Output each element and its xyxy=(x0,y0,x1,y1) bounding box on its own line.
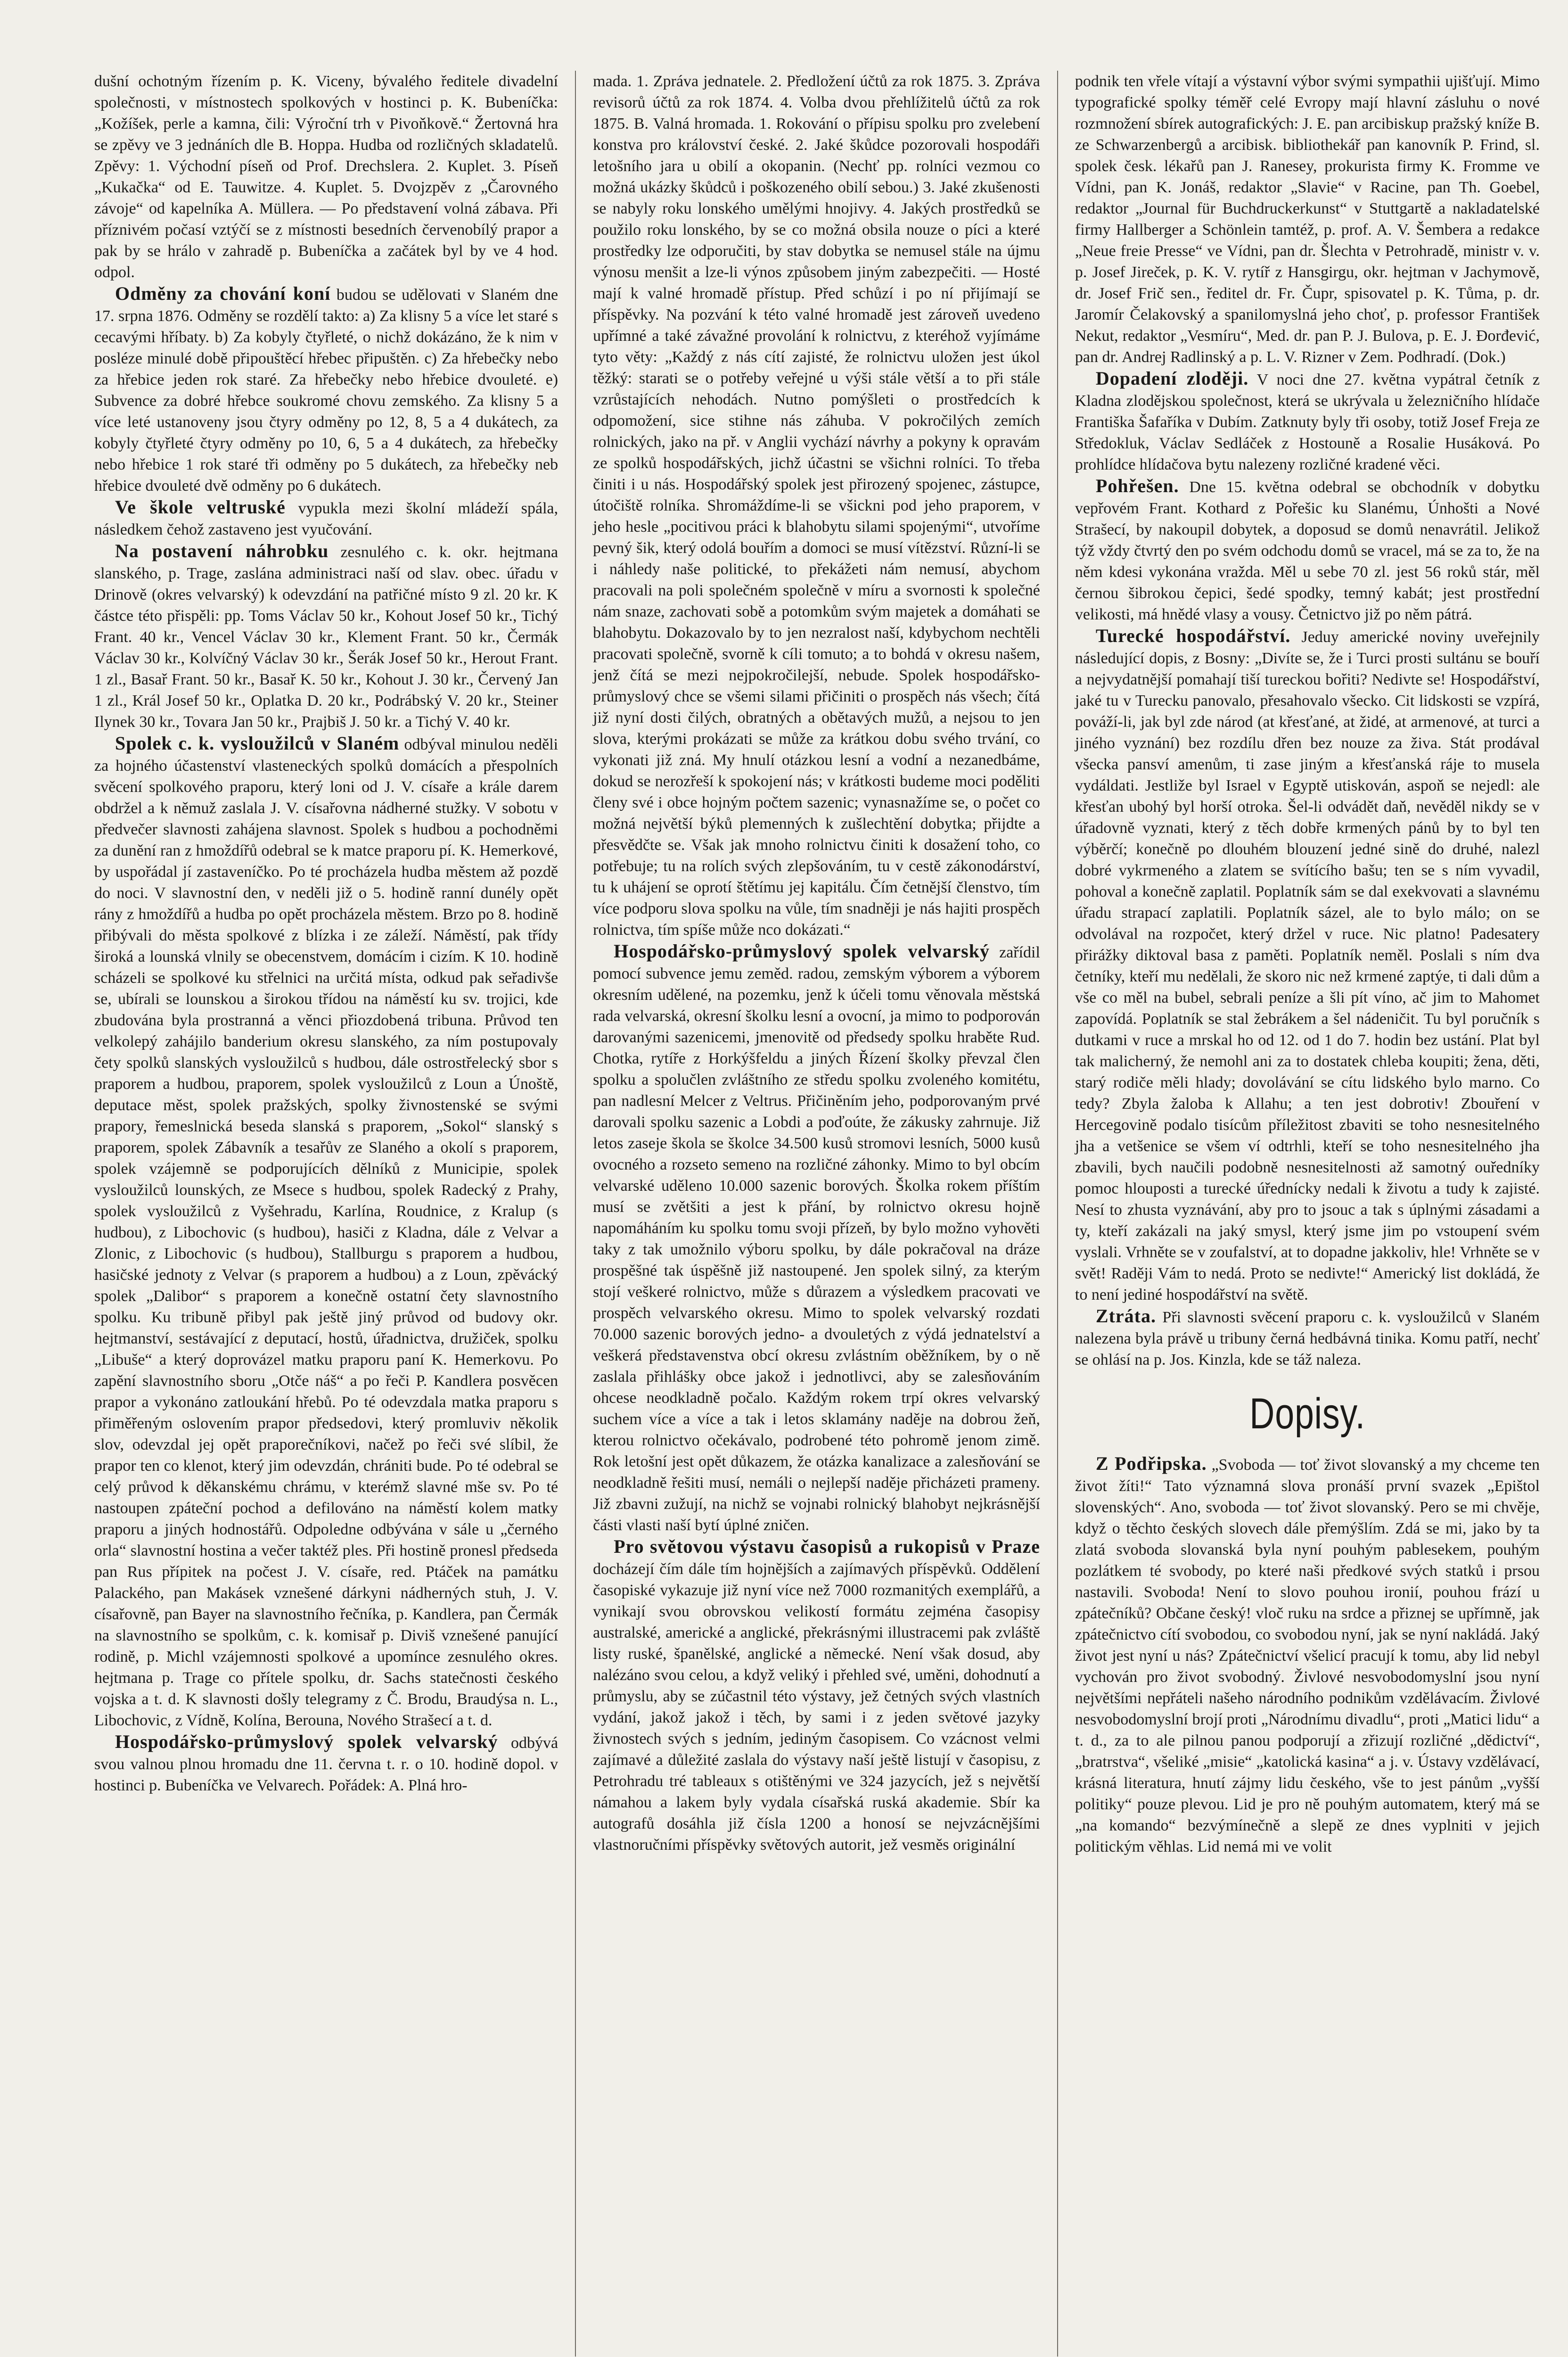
article xyxy=(94,496,558,540)
article-heading: Odměny za chování koní xyxy=(115,283,331,304)
article-heading: Ve škole veltruské xyxy=(115,496,286,518)
article xyxy=(1075,625,1540,1305)
article xyxy=(94,283,558,496)
article-heading: Dopadení zloději. xyxy=(1095,368,1249,389)
article-body: odbýval minulou neděli za hojného účastenství vlasteneckých spolků domácích a přespolních svěcení spolkového praporu, který loni od J. V. císaře a krále darem obdržel a k němuž zaslala J. V. císařovna nádherné stužky. V sobotu v předvečer slavnosti zahájena slavnost. Spolek s hudbou a pochodněmi za dunění ran z hmoždířů odebral se k matce praporu pí. K. Hemerkové, by uspořádal jí zastaveníčko. Po té procházela hudba městem až pozdě do noci. V slavnostní den, v neděli již o 5. hodině ranní dunély opět rány z hmoždířů a hudba po opět procházela městem. Brzo po 8. hodině přibývali do města spolkové z blízka i ze záleží. Náměstí, pak třídy široká a lounská vlnily se obecenstvem, domácím i cizím. K 10. hodině scházeli se spolkové ku střelnici na určitá místa, odkud pak seřadivše se, ubírali se lounskou a širokou třídou na náměstí ku sv. trojici, kde zbudována byla prostranná a věnci přiozdobená tribuna. Průvod ten velkolepý zahájilo banderium okresu slanského, za ním postupovaly čety spolků slanských vysloužilců s hudbou, dále ostrostřelecký sbor s praporem a hudbou, praporem, spolek vysloužilců z Loun a Únoště, deputace měst, spolek pražských, spolky živnostenské se svými prapory, řemeslnická beseda slanská s praporem, „Sokol“ slanský s praporem, spolek Zábavník a tesařův ze Slaného a okolí s praporem, spolek vzájemně se podporujících dělníků z Municipie, spolek vysloužilců lounských, ze Msece s hudbou, spolek Radecký z Prahy, spolek vysloužilců z Vyšehradu, Karlína, Roudnice, z Kralup (s hudbou), z Libochovic (s hudbou), hasiči z Kladna, dále z Velvar a Zlonic, z Libochovic (s hudbou), Stallburgu s praporem a hudbou, hasičské jednoty z Velvar (s praporem a hudbou) a z Loun, zpěvácký spolek „Dalibor“ s praporem a konečně ostatní čety slavnostního spolku. Ku tribuně přibyl pak ještě jiný průvod od budovy okr. hejtmanství, sestávající z deputací, hostů, úřadnictva, družiček, spolku „Libuše“ a který doprovázel matku praporu paní K. Hemerkovu. Po zapění slavnostního sboru „Otče náš“ a po řeči P. Kandlera posvěcen prapor a vykonáno zatloukání hřebů. Po té odevzdala matka praporu s přiměřeným oslovením prapor předsedovi, který promluviv několik slov, odevzdal jej opět praporečníkovi, načež po řeči své slíbil, že prapor ten co klenot, který jim odevzdán, chrániti bude. Po té odebral se celý průvod k děkanskému chrámu, v kterémž slavné mše sv. Po té nastoupen zpáteční pochod a defilováno na náměstí kolem matky praporu a jiných hodnostářů. Odpoledne odbývána v sále u „černého orla“ slavnostní hostina a večer taktéž ples. Při hostině pronesl předseda pan Rus přípitek na počest J. V. císaře, red. Ptáček na památku Palackého, pan Makásek vznešené dárkyni nádherných stuh, J. V. císařovně, pan Bayer na slavnostního řečníka, p. Kandlera, pan Čermák na slavnostního se spolkům, c. k. komisař p. Diviš vznešené panující rodině, p. Michl vzájemnosti spolkové a upomínce zesnulého okres. hejtmana p. Trage co přítele spolku, dr. Sachs statečnosti českého vojska a t. d. K slavnosti došly telegramy z Č. Brodu, Braudýsa n. L., Libochovic, z Vídně, Kolína, Berouna, Nového Strašecí a t. d. xyxy=(94,736,558,1729)
article xyxy=(1075,1453,1540,1857)
column-3 xyxy=(1058,71,1540,2357)
article xyxy=(593,1536,1040,1855)
article-heading: Ztráta. xyxy=(1095,1305,1156,1327)
article-body: budou se udělovati v Slaném dne 17. srpna 1876. Odměny se rozdělí takto: a) Za klisny 5 a více let staré s cecavými hříbaty. b) Za kobyly čtyřleté, o nichž dokázáno, že k nim v posléze minulé době připouštěcí hřebec připuštěn. c) Za hřebečky nebo za hřebice jeden rok staré. Za hřebečky nebo hřebice dvouleté. e) Subvence za dobré hřebce soukromé chovu zemského. Za klisny 5 a více leté ustanoveny jsou čtyry odměny po 12, 8, 5 a 4 dukátech, za kobyly čtyřleté čtyry odměny po 10, 6, 5 a 4 dukátech, za hřebečky nebo hřebice 1 rok staré tři odměny po 5 dukátech, za hřebečky neb hřebice dvouleté dvě odměny po 6 dukátech. xyxy=(94,286,558,494)
article-continued: dušní ochotným řízením p. K. Viceny, bývalého ředitele divadelní společnosti, v místnostech spolkových v hostinci p. K. Bubeníčka: „Kožíšek, perle a kamna, čili: Výroční trh v Pivoňkově.“ Žertovná hra se zpěvy ve 3 jednáních dle B. Hoppa. Hudba od rozličných skladatelů. Zpěvy: 1. Východní píseň od Prof. Drechslera. 2. Kuplet. 3. Píseň „Kukačka“ od E. Tauwitze. 4. Kuplet. 5. Dvojzpěv z „Čarovného závoje“ od kapelníka A. Müllera. — Po představení volná zábava. Při příznivém počasí vztýčí se z místnosti besedních červenobílý prapor a pak by se hrálo v zahradě p. Bubeníčka a začátek byl by ve 4 hod. odpol. xyxy=(94,73,558,281)
column-2 xyxy=(576,71,1058,2357)
article xyxy=(593,940,1040,1536)
article-body: „Svoboda — toť život slovanský a my chceme ten život žíti!“ Tato významná slova pronáší první svazek „Epištol slovenských“. Ano, svoboda — toť život slovanský. Pero se mi chvěje, když o těchto českých slovech dále přemýšlím. Zdá se mi, jako by ta zlatá svoboda slovanská byla nyní pouhým pablesekem, pouhým pozlátkem té svobody, po které naši předkové svých statků i prsou nastavili. Svoboda! Není to slovo pouhou ironií, pouhou frází u zpátečníků? Občane český! vloč ruku na srdce a přiznej se upřímně, jak zpátečnictvo cítí svobodou, co svobodou nyní, jak se nyní nakládá. Jaký život jest nyní u nás? Zpátečnictví všelicí pracují k tomu, aby lid nebyl vychován pro život svobodný. Živlové nesvobodomyslní jsou nyní největšími nepřáteli našeho národního podnikům vzdělávacím. Živlové nesvobodomyslní brojí proti „Národnímu divadlu“, proti „Matici lidu“ a t. d., za to ale pilnou panou podporují a zřizují rozličné „dědictví“, „bratrstva“, všeliké „misie“ „katolická kasina“ a j. v. Ústavy vzdělávací, krásná literatura, hnutí zájmy lidu českého, vše to jest pánům „vyšší politiky“ pouze plevou. Lid je pro ně pouhým automatem, který má se „na komando“ bezvýmínečně a slepě ze dnes vyplniti v jejich politickým věhlas. Lid nemá mi ve volit xyxy=(1075,1456,1540,1855)
article-heading: Pro světovou výstavu časopisů a rukopisů v Praze xyxy=(614,1536,1040,1557)
section-heading: Dopisy. xyxy=(1249,1390,1365,1438)
article xyxy=(1075,1305,1540,1370)
article xyxy=(1075,475,1540,625)
article-body: Dne 15. května odebral se obchodník v dobytku vepřovém Frant. Kothard z Pořešic ku Slanému, Únhošti a Nové Strašecí, by nakoupil dobytek, a doposud se domů nenavrátil. Jelikož týž vždy čtvrtý den po svém odchodu domů se vracel, má se za to, že na něm kdesi vykonána vražda. Měl u sebe 70 zl. jest 56 roků stár, měl černou šibrokou čepici, šedé spodky, temný kabát; jest prostřední velikosti, má hnědé vlasy a vousy. Četnictvo již po něm pátrá. xyxy=(1075,478,1540,623)
article-heading: Pohřešen. xyxy=(1095,475,1179,496)
article-body: zařídil pomocí subvence jemu zeměd. radou, zemským výborem a výborem okresním udělené, na pozemku, jenž k účeli tomu věnovala městská rada velvarská, okresní školku lesní a ovocní, ja mimo to podporován darovanými sazenicemi, jmenovitě od předsedy spolku hraběte Rud. Chotka, rytíře z Horkýšfeldu a jiných Řízení školky převzal člen spolku a spolučlen zvláštního ze středu spolku zvoleného komitétu, pan nadlesní Melcer z Veltrus. Přičiněním jeho, podporovaným prvé darovali spolku sazenic a Lobdi a poďoúte, že zákusky zahrnuje. Již letos zaseje škola se školce 34.500 kusů stromovi lesních, 5000 kusů ovocného a rozseto semeno na rozličné záhonky. Mimo to byl obcím velvarské uděleno 10.000 sazenic borových. Školka rokem příštím musí se zvětšiti a jest k přání, by rolnictvo okresu hojně napomáháním ku spolku tomu svoji přízeň, by bylo možno vyhověti taky z tak umožnilo výboru spolku, by dále pokračoval na dráze prospěšné tak úspěšně již nastoupené. Jen spolek silný, za kterým stojí veškeré rolnictvo, může s důrazem a výsledkem pracovati ve prospěch velvarského okresu. Mimo to spolek velvarský rozdati 70.000 sazenic borových jedno- a dvouletých z výdá jednatelství a veškerá představenstva obcí okresu zvlástním oběžníkem, by o ně zaslala přihlášky obce jakož i jednotlivci, aby se zalesňováním ohcese neodkladně počalo. Každým rokem trpí okres velvarský suchem více a více a tak i letos sklamány naděje na dobrou žeň, kterou rolnictvo očekávalo, podrobené této pohromě jenom zimě. Rok letošní jest opět důkazem, že otázka kanalizace a zalesňování se neodkladně řešiti musí, nemáli o nejlepší naděje přicházeti prameny. Již zbavni zužují, na nichž se vojnabi rolnický blahobyt nejkrásnější části vlasti naší bytí úplné zničen. xyxy=(593,944,1040,1534)
article-body: V noci dne 27. května vypátral četník z Kladna zlodějskou společnost, která se ukrývala u železničního hlídače Františka Šafaříka v Dubím. Zatknuty byly tři osoby, totiž Josef Freja ze Středokluk, Václav Sedláček z Hostouně a Rosalie Husáková. Po prohlídce hlídačova bytu nalezeny rozličné kradené věci. xyxy=(1075,371,1540,473)
article-continued: mada. 1. Zpráva jednatele. 2. Předložení účtů za rok 1875. 3. Zpráva revisorů účtů za rok 1874. 4. Volba dvou přehlížitelů účtů za rok 1875. B. Valná hromada. 1. Rokování o přípisu spolku pro zvelebení konstva pro království české. 2. Jaké škůdce pozorovali hospodáři letošního jara u obilí a okopanin. (Nechť pp. rolníci vezmou co možná ukázky škůdců i poškozeného obilí sebou.) 3. Jaké zkušenosti se nabyly roku lonského umělými hnojivy. 4. Jakých prostředků se použilo roku lonského, by se co možná obsila nouze o píci a které prostředky lze odporučiti, by stav dobytka se nemusel stále na újmu výnosu menšit a lze-li výnos způsobem jiným zabezpečiti. — Hosté mají k valné hromadě přístup. Před schůzí i po ní přijímají se příspěvky. Na pozvání k této valné hromadě jest zároveň uvedeno upřímné a také závažné provolání k rolnictvu, z kteréhož vyjímáme tyto věty: „Každý z nás cítí zajisté, že rolnictvu uložen jest úkol těžký: starati se o potřeby veřejné u výši stále větší a to při stále vzrůstajících nehodách. Nutno pomýšleti o prostředcích k odpomožení, sice stihne nás záhuba. V pokročilých zemích rolnických, jako na př. v Anglii vychází návrhy a pokyny k opravám ze spolků hospodářských, jichž účastni se všichni rolníci. To třeba činiti i u nás. Hospodářský spolek jest přirozený spojenec, zástupce, útočiště rolníka. Shromáždíme-li se všickni pod jeho praporem, v jeho hesle „pocitivou práci k blahobytu silami spojenými“, utvoříme pevný šik, který odolá bouřím a domoci se musí vítězství. Různí-li se i náhledy naše politické, to překážeti nám nemusí, abychom pracovali na poli společném společně v míru a svornosti k společné nám snaze, zachovati sobě a potomkům svým majetek a domáhati se blahobytu. Dokazovalo by to jen nezralost naší, kdybychom nechtěli pracovati společně, svorně k cíli tomuto; a to bohdá v okresu našem, jenž čítá se mezi nejpokročilejší, nebude. Spolek hospodářsko-průmyslový chce se všemi silami přičiniti o prospěch nás všech; čítá již nyní dosti čilých, obratných a obětavých mužů, a nejsou to jen slova, kterými prokázati se může za krátkou dobu svého trvání, co vykonati již zná. My hnulí otázkou lesní a vodní a nezanedbáme, dokud se nerozřeší k spokojení nás; v krátkosti budeme moci poděliti členy své i obce hojným počtem sazenic; vynasnažíme se, o počet co možná největší býků plemenných k zušlechtění dobytka; přijdte a přesvědčte se. Však jak mnoho rolnictvu činiti k dosažení toho, co potřebuje; tu na rolích svých zlepšováním, tu v cestě zákonodárství, tu k uhájení se oprotí štětímu jej kapitálu. Čím četnější členstvo, tím více podporu slova spolku na vůle, tím snadněji je nás hajiti prospěch rolnictva, tím spíše může nco dokázati.“ xyxy=(593,73,1040,939)
article-body: docházejí čím dále tím hojnějších a zajímavých příspěvků. Oddělení časopiské vykazuje již nyní více než 7000 rozmanitých exemplářů, a vynikají svou obrovskou velikostí formátu zejména časopisy australské, americké a anglické, překrásnými illustracemi pak zvláště listy ruské, španělské, anglické a německé. Není však dosud, aby nalézáno svou celou, a když veliký i přehled své, uměni, dohodnutí a průmyslu, aby se zúčastnil této výstavy, jež četných svých vlastních vydání, jakož jakož i těch, by sami i z jeden světové jazyky živnostech svých s jedním, jediným časopisem. Co vzácnost velmi zajímavé a důležité zaslala do výstavy naší ještě listují v časopisu, z Petrohradu tré tableaux s otištěnými ve 324 jazycích, jež s největší námahou a lakem byly vydala císařská ruská akademie. Sbír ka autografů dosáhla již čísla 1200 a honosí se nejvzácnějšími vlastnoručními příspěvky světových autorit, jež vesměs originální xyxy=(593,1560,1040,1854)
article-heading: Spolek c. k. vysloužilců v Slaném xyxy=(115,733,400,754)
article-body: odbývá svou valnou plnou hromadu dne 11. června t. r. o 10. hodině dopol. v hostinci p. Bubeníčka ve Velvarech. Pořádek: A. Plná hro- xyxy=(94,1734,558,1794)
article-heading: Hospodářsko-průmyslový spolek velvarský xyxy=(614,940,990,962)
article-heading: Turecké hospodářství. xyxy=(1095,625,1291,646)
article-body: Jeduy americké noviny uveřejnily následující dopis, z Bosny: „Divíte se, že i Turci prosti sultánu se bouří a nejvydatnější pomahají tiší tureckou bořiti? Nedivte se! Hospodářství, jaké tu v Turecku panovalo, přesahovalo všecko. Cit lidskosti se vzpírá, pováží-li, jak byl zde národ (at křesťané, at židé, at armenové, at turci a jiného vyznání) bez rozdílu dřen bez nouze za živa. Stát prodával všecka pansví amenům, ti zase jiným a křesťanská ráje to musela vydáldati. Jestliže byl Israel v Egyptě utiskován, aspoň se nejedl: ale křesťan ubohý byl horší otroka. Šel-li odvádět daň, nevěděl nikdy se v úřadovně vyznati, který z těch dobře krmených pánů by to byl ten výběrčí; konečně po dlouhém blouzení jedné sině do druhé, nalezl dobré vykrmeného a zlatem se svítícího bašu; ten se s ním vyvadil, pohoval a konečně zaplatil. Poplatník sám se dal exekvovati a slavnému úřadu strapací zaplatili. Poplatník sázel, ale to bylo málo; on se odvolával na rozpočet, který držel v ruce. Nic platno! Padesatery přirážky diktoval basa z paměti. Poplatník neměl. Poslali s ním dva četníky, kteří mu nedělali, že skoro nic než krmené zaptýe, ti dali dům a vše co měl na bubel, sebrali peníze a šli pít víno, ač jim to Mahomet zapovídá. Poplatník se stal žebrákem a šel nádeničit. Tu byl poručník s dutkami v ruce a mrskal ho od 12. od 1 do 7. hodin bez ustání. Plat byl tak malicherný, že nemohl ani za to dostatek chleba koupiti; žena, děti, starý rodiče měli hlady; dovolávání se cítu lidského bylo marno. Co tedy? Zbyla žaloba k Allahu; a ten jest dobrotiv! Zbouření v Hercegovině podalo tisícům příležitost zbaviti se toho nesnesitelného jha a vetšenice se všem ví odtrhli, kteří se toho nesnesitelného jha zbavili, bych naučili podobně nesnesitelnosti až samotný ouředníky pomoc hlouposti a turecké úřednícky nedali k životu a tudy k zajisté. Nesí to zhusta vyznávání, aby pro to jsouc a tak s úplnými zásadami a ty, kteří zakázali na jaký smysl, který jsme jim po vstoupení svém vyslali. Vrhněte se v zoufalství, at to dopadne jakkoliv, hle! Vrhněte se v svět! Raději Vám to nedá. Proto se nedivte!“ Americký list dokládá, že to není jediné hospodářství na světě. xyxy=(1075,628,1540,1303)
column-1 xyxy=(94,71,576,2357)
article xyxy=(94,1731,558,1796)
article xyxy=(94,733,558,1731)
article-heading: Na postavení náhrobku xyxy=(115,540,329,561)
article-body: zesnulého c. k. okr. hejtmana slanského, p. Trage, zaslána administraci naší od slav. obec. úřadu v Drinově (okres velvarský) k odevzdání na patřičné místo 9 zl. 20 kr. K částce této přispěli: pp. Toms Václav 50 kr., Kohout Josef 50 kr., Tichý Frant. 40 kr., Vencel Václav 30 kr., Klement Frant. 50 kr., Čermák Václav 30 kr., Kolvíčný Václav 30 kr., Šerák Josef 50 kr., Herout Frant. 1 zl., Basař Frant. 50 kr., Basař K. 50 kr., Kohout J. 30 kr., Červený Jan 1 zl., Král Josef 50 kr., Oplatka D. 20 kr., Podrábský V. 20 kr., Steiner Ilynek 30 kr., Tovara Jan 50 kr., Prajbiš J. 50 kr. a Tichý V. 40 kr. xyxy=(94,544,558,731)
article-body: Při slavnosti svěcení praporu c. k. vysloužilců v Slaném nalezena byla právě u tribuny černá hedbávná tinika. Komu patří, nechť se ohlásí na p. Jos. Kinzla, kde se táž naleza. xyxy=(1075,1309,1540,1368)
article xyxy=(94,540,558,733)
article-heading: Hospodářsko-průmyslový spolek velvarský xyxy=(115,1731,498,1752)
text-columns xyxy=(94,71,1540,2357)
article xyxy=(1075,368,1540,475)
article-heading: Z Podřipska. xyxy=(1095,1453,1207,1474)
article-body: vypukla mezi školní mládeží spála, následkem čehož zastaveno jest vyučování. xyxy=(94,500,558,538)
article-continued: podnik ten vřele vítají a výstavní výbor svými sympathii ujišťují. Mimo typografické spolky téměř celé Evropy mají hlavní zásluhu o nové rozmnožení sbírek autografických: J. E. pan arcibiskup pražský kníže B. ze Schwarzenbergů a arcibisk. bibliothekář pan kanovník P. Frind, sl. spolek česk. lékařů pan J. Ranesey, prokurista firmy K. Fromme ve Vídni, pan K. Jonáš, redaktor „Slavie“ v Racine, pan Th. Goebel, redaktor „Journal für Buchdruckerkunst“ v Stuttgartě a nakladatelské firmy Hallberger a Schönlein tamtéž, p. prof. A. V. Šembera a redakce „Neue freie Presse“ ve Vídni, pan dr. Šlechta v Petrohradě, ministr v. v. p. Josef Jireček, p. K. V. rytíř z Hansgirgu, okr. hejtman v Jachymově, dr. Josef Frič sen., ředitel dr. Fr. Čupr, spisovatel p. K. Tůma, p. dr. Jaromír Čelakovský a spanilomyslná jeho choť, p. professor František Nekut, redaktor „Vesmíru“, Med. dr. pan P. J. Bulova, p. E. J. Đorđević, pan dr. Andrej Radlinský a p. L. V. Rizner v Zem. Podhradí. (Dok.) xyxy=(1075,73,1540,366)
